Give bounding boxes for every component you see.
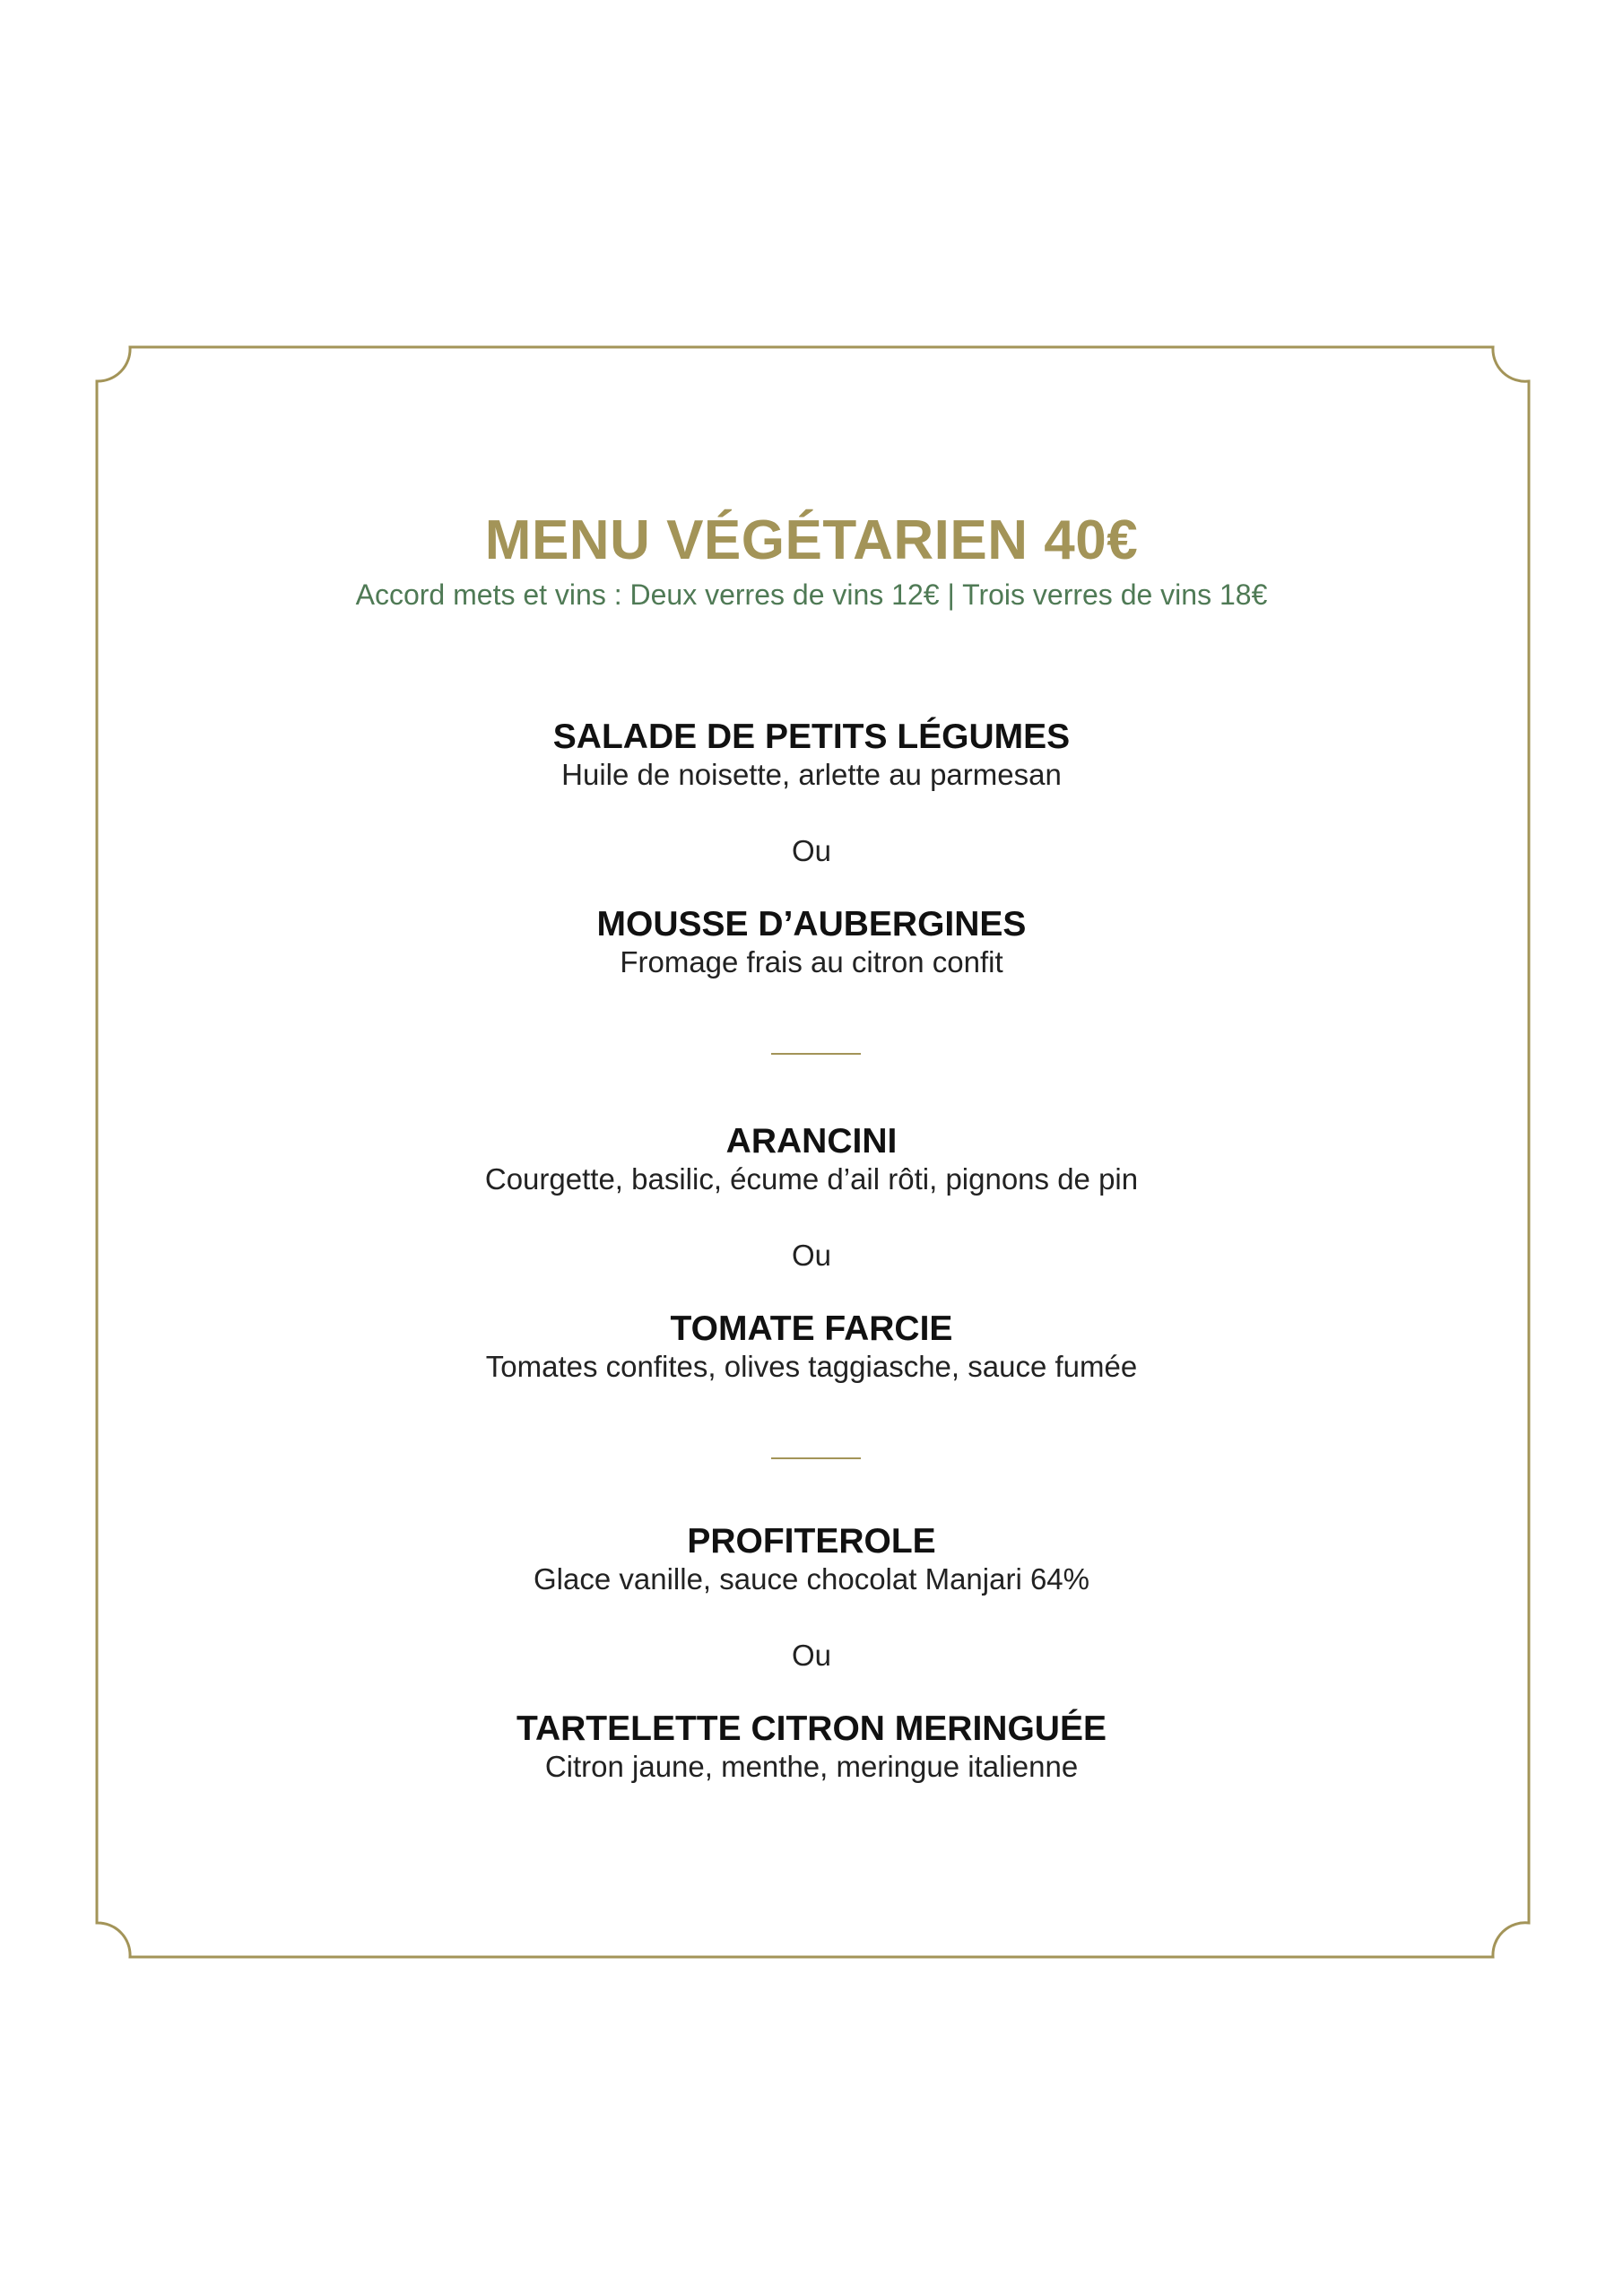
mains-section [99,1122,1524,1385]
dish-description: Courgette, basilic, écume d’ail rôti, pignons de pin [484,1162,1139,1196]
menu-title: MENU VÉGÉTARIEN 40€ [484,509,1139,571]
course-divider [771,1053,861,1055]
dessert-option-1 [99,1522,1524,1597]
starter-option-2 [99,905,1524,980]
or-separator: Ou [791,834,832,867]
dish-name: MOUSSE D’AUBERGINES [596,905,1027,944]
main-option-2 [99,1309,1524,1385]
dish-name: TOMATE FARCIE [670,1309,953,1348]
starters-section [99,718,1524,980]
dish-description: Tomates confites, olives taggiasche, sauce fumée [485,1350,1138,1383]
dish-name: ARANCINI [725,1122,898,1161]
desserts-section [99,1522,1524,1785]
dish-description: Glace vanille, sauce chocolat Manjari 64% [534,1562,1089,1596]
dish-name: PROFITEROLE [687,1522,936,1561]
wine-pairing-note: Accord mets et vins : Deux verres de vins 12€ | Trois verres de vins 18€ [355,578,1268,611]
or-separator: Ou [791,1239,832,1272]
dessert-option-2 [99,1709,1524,1785]
menu-card [99,345,1524,1960]
dish-description: Fromage frais au citron confit [620,945,1003,978]
starter-option-1 [99,718,1524,793]
dish-description: Citron jaune, menthe, meringue italienne [544,1750,1079,1783]
dish-name: TARTELETTE CITRON MERINGUÉE [516,1709,1107,1748]
dish-description: Huile de noisette, arlette au parmesan [561,758,1062,791]
main-option-1 [99,1122,1524,1197]
course-divider [771,1457,861,1459]
dish-name: SALADE DE PETITS LÉGUMES [552,718,1071,756]
or-separator: Ou [791,1639,832,1672]
